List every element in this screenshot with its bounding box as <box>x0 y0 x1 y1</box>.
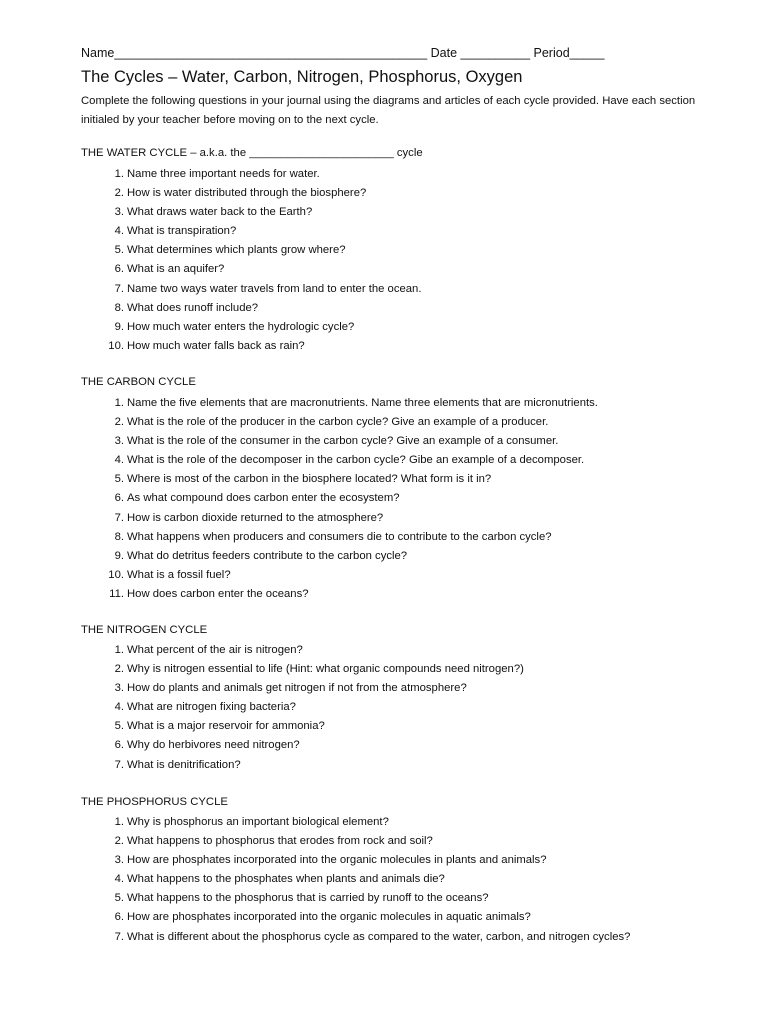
instructions-text: Complete the following questions in your journal using the diagrams and articles of each cycle provided. Have each section initialed by your teacher before moving on to the next cycle. <box>81 95 696 126</box>
question-item <box>81 413 598 432</box>
question-text: What determines which plants grow where? <box>127 244 346 257</box>
question-item <box>81 832 630 851</box>
question-number-slot <box>81 528 125 547</box>
question-item <box>81 641 524 660</box>
question-number: 1. <box>114 644 124 656</box>
question-number: 3. <box>114 854 124 867</box>
question-item <box>81 528 598 547</box>
question-number: 6. <box>114 263 124 276</box>
question-number-slot <box>81 432 125 451</box>
question-text: As what compound does carbon enter the ecosystem? <box>127 492 400 505</box>
question-number: 2. <box>114 416 124 429</box>
question-number: 3. <box>114 206 124 219</box>
question-item <box>81 928 630 947</box>
question-number-slot <box>81 184 125 203</box>
question-item <box>81 337 421 356</box>
question-text: What is the role of the decomposer in the carbon cycle? Gibe an example of a decomposer. <box>127 454 585 467</box>
question-number-slot <box>81 717 125 736</box>
question-number-slot <box>81 280 125 299</box>
question-number: 6. <box>114 911 124 924</box>
question-number-slot <box>81 736 125 755</box>
question-text: What happens to the phosphorus that is carried by runoff to the oceans? <box>127 892 489 905</box>
question-number-slot <box>81 832 125 851</box>
question-number: 1. <box>114 816 124 828</box>
question-number-slot <box>81 241 125 260</box>
question-number-slot <box>81 489 125 508</box>
phosphorus-cycle-heading: THE PHOSPHORUS CYCLE <box>81 796 228 808</box>
question-number-slot <box>81 813 125 832</box>
question-number-slot <box>81 451 125 470</box>
question-text: What does runoff include? <box>127 301 259 314</box>
question-item <box>81 509 598 528</box>
question-number: 11. <box>109 587 124 600</box>
question-text: What are nitrogen fixing bacteria? <box>127 701 296 714</box>
question-item <box>81 851 630 870</box>
question-text: How are phosphates incorporated into the organic molecules in plants and animals? <box>127 854 547 867</box>
question-number: 5. <box>114 473 124 486</box>
question-text: What happens when producers and consumers die to contribute to the carbon cycle? <box>127 530 552 543</box>
question-text: How is carbon dioxide returned to the atmosphere? <box>127 511 384 524</box>
question-item <box>81 451 598 470</box>
question-number-slot <box>81 585 125 604</box>
question-number-slot <box>81 641 125 660</box>
question-item <box>81 547 598 566</box>
question-number: 4. <box>114 454 124 467</box>
question-number: 2. <box>114 835 124 848</box>
question-text: What is a fossil fuel? <box>127 568 231 581</box>
phosphorus-cycle-questions <box>81 813 630 947</box>
question-text: What percent of the air is nitrogen? <box>127 644 303 656</box>
question-number: 4. <box>114 873 124 886</box>
question-number-slot <box>81 660 125 679</box>
question-item <box>81 280 421 299</box>
question-number: 7. <box>114 758 124 771</box>
question-text: How are phosphates incorporated into the organic molecules in aquatic animals? <box>127 911 531 924</box>
question-number: 10. <box>108 568 124 581</box>
question-item <box>81 870 630 889</box>
question-text: Name three important needs for water. <box>127 168 320 180</box>
question-item <box>81 260 421 279</box>
question-item <box>81 470 598 489</box>
question-number: 2. <box>114 663 124 676</box>
question-number: 7. <box>114 511 124 524</box>
question-number: 8. <box>114 301 124 314</box>
question-number-slot <box>81 509 125 528</box>
question-number-slot <box>81 756 125 775</box>
question-text: What is transpiration? <box>127 225 237 238</box>
question-number: 4. <box>114 701 124 714</box>
question-number-slot <box>81 299 125 318</box>
question-text: What is different about the phosphorus cycle as compared to the water, carbon, and nitrogen cycles? <box>127 930 631 943</box>
question-number-slot <box>81 222 125 241</box>
question-item <box>81 660 524 679</box>
question-item <box>81 432 598 451</box>
question-text: How much water enters the hydrologic cycle? <box>127 320 355 333</box>
carbon-cycle-questions <box>81 394 598 604</box>
question-number-slot <box>81 470 125 489</box>
question-item <box>81 585 598 604</box>
question-text: Name the five elements that are macronutrients. Name three elements that are micronutrients. <box>127 397 598 409</box>
question-number: 4. <box>114 225 124 238</box>
nitrogen-cycle-heading: THE NITROGEN CYCLE <box>81 624 208 636</box>
question-number: 7. <box>114 282 124 295</box>
question-number-slot <box>81 413 125 432</box>
question-text: Why do herbivores need nitrogen? <box>127 739 300 752</box>
question-number: 1. <box>114 168 124 180</box>
question-text: What is a major reservoir for ammonia? <box>127 720 325 733</box>
question-number-slot <box>81 851 125 870</box>
question-number: 5. <box>114 244 124 257</box>
question-text: What do detritus feeders contribute to the carbon cycle? <box>127 549 408 562</box>
carbon-cycle-heading: THE CARBON CYCLE <box>81 376 196 388</box>
question-number-slot <box>81 165 125 184</box>
question-number: 6. <box>114 739 124 752</box>
question-item <box>81 756 524 775</box>
question-number-slot <box>81 889 125 908</box>
question-number: 2. <box>114 187 124 200</box>
name-date-period-line: Name_____________________________________________ Date __________ Period_____ <box>81 46 605 60</box>
question-text: What draws water back to the Earth? <box>127 206 313 219</box>
question-number-slot <box>81 698 125 717</box>
question-item <box>81 184 421 203</box>
question-item <box>81 889 630 908</box>
question-item <box>81 566 598 585</box>
question-item <box>81 318 421 337</box>
question-number: 3. <box>114 435 124 448</box>
question-number-slot <box>81 928 125 947</box>
question-number: 7. <box>114 930 124 943</box>
nitrogen-cycle-questions <box>81 641 524 775</box>
question-item <box>81 489 598 508</box>
question-text: Why is phosphorus an important biological element? <box>127 816 389 828</box>
question-item <box>81 717 524 736</box>
question-number: 10. <box>108 339 124 352</box>
question-number-slot <box>81 260 125 279</box>
question-text: What is denitrification? <box>127 758 241 771</box>
question-text: Why is nitrogen essential to life (Hint: what organic compounds need nitrogen?) <box>127 663 524 676</box>
water-cycle-heading: THE WATER CYCLE – a.k.a. the _______________________ cycle <box>81 147 423 159</box>
question-text: What is the role of the producer in the carbon cycle? Give an example of a producer. <box>127 416 549 429</box>
question-number-slot <box>81 679 125 698</box>
question-item <box>81 299 421 318</box>
question-text: How is water distributed through the biosphere? <box>127 187 367 200</box>
question-number: 9. <box>114 549 124 562</box>
question-number: 3. <box>114 682 124 695</box>
question-text: How do plants and animals get nitrogen if not from the atmosphere? <box>127 682 467 695</box>
question-item <box>81 203 421 222</box>
question-text: How does carbon enter the oceans? <box>127 587 309 600</box>
question-text: What happens to the phosphates when plants and animals die? <box>127 873 445 886</box>
question-text: How much water falls back as rain? <box>127 339 305 352</box>
question-number-slot <box>81 566 125 585</box>
question-item <box>81 222 421 241</box>
question-text: Where is most of the carbon in the biosphere located? What form is it in? <box>127 473 492 486</box>
question-number: 8. <box>114 530 124 543</box>
question-number: 9. <box>114 320 124 333</box>
question-number: 5. <box>114 892 124 905</box>
question-item <box>81 908 630 927</box>
question-item <box>81 679 524 698</box>
question-number-slot <box>81 547 125 566</box>
question-number-slot <box>81 394 125 413</box>
question-number: 5. <box>114 720 124 733</box>
question-item <box>81 813 630 832</box>
question-number-slot <box>81 908 125 927</box>
question-item <box>81 394 598 413</box>
question-number: 6. <box>114 492 124 505</box>
question-number-slot <box>81 337 125 356</box>
question-text: What is an aquifer? <box>127 263 225 276</box>
question-text: What happens to phosphorus that erodes from rock and soil? <box>127 835 433 848</box>
question-item <box>81 165 421 184</box>
question-item <box>81 698 524 717</box>
question-item <box>81 736 524 755</box>
question-text: Name two ways water travels from land to enter the ocean. <box>127 282 422 295</box>
question-text: What is the role of the consumer in the carbon cycle? Give an example of a consumer. <box>127 435 559 448</box>
question-item <box>81 241 421 260</box>
question-number: 1. <box>114 397 124 409</box>
page-title: The Cycles – Water, Carbon, Nitrogen, Phosphorus, Oxygen <box>81 68 523 86</box>
question-number-slot <box>81 203 125 222</box>
water-cycle-questions <box>81 165 421 356</box>
question-number-slot <box>81 870 125 889</box>
question-number-slot <box>81 318 125 337</box>
